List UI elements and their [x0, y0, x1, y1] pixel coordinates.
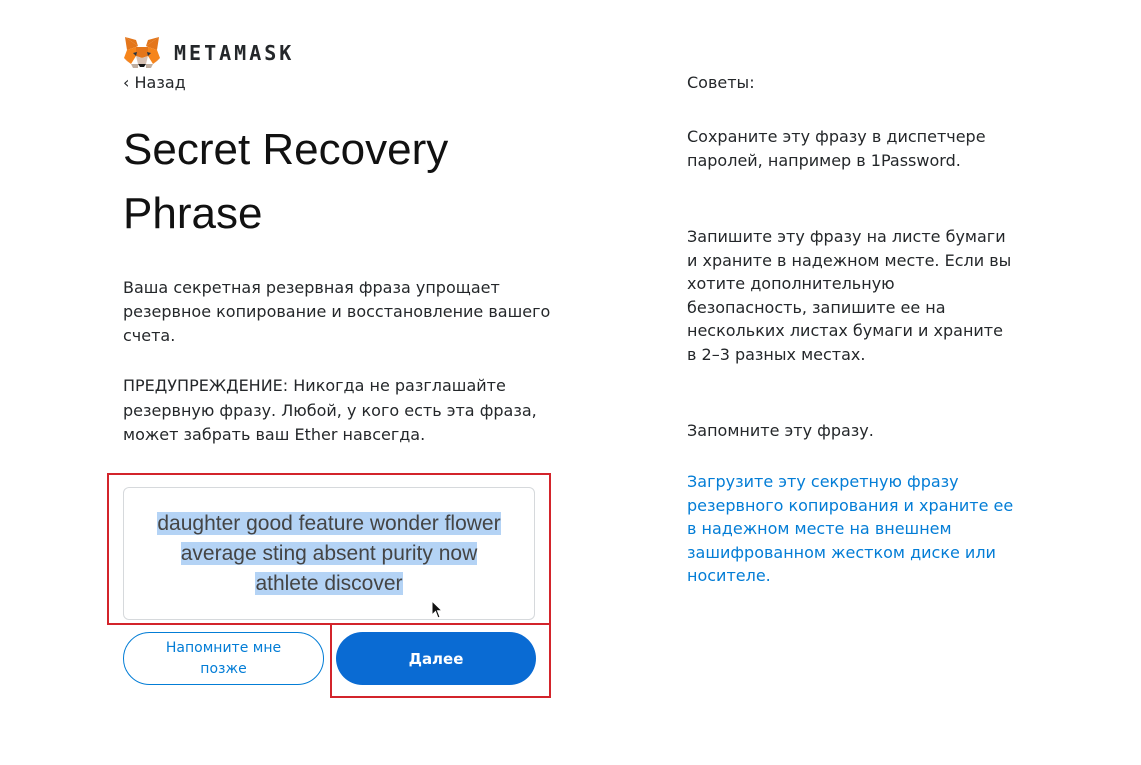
tips-heading: Советы:	[687, 73, 755, 92]
fox-icon	[123, 36, 161, 70]
next-button[interactable]: Далее	[336, 632, 536, 685]
warning-text: ПРЕДУПРЕЖДЕНИЕ: Никогда не разглашайте резервную фразу. Любой, у кого есть эта фраза, может забрать ваш Ether навсегда.	[123, 376, 537, 444]
brand-name: METAMASK	[174, 41, 295, 65]
tip-write-down: Запишите эту фразу на листе бумаги и храните в надежном месте. Если вы хотите дополнительную безопасность, запишите ее на нескольких листах бумаги и храните в 2–3 разных местах.	[687, 227, 1012, 364]
secret-phrase-selected[interactable]: daughter good feature wonder flower average sting absent purity now athlete discover	[157, 511, 501, 595]
metamask-logo	[123, 36, 294, 70]
description-text: Ваша секретная резервная фраза упрощает резервное копирование и восстановление вашего счета.	[123, 278, 551, 345]
remind-later-button[interactable]: Напомните мне позже	[123, 632, 324, 685]
page-title: Secret Recovery Phrase	[123, 125, 449, 238]
secret-phrase-box[interactable]	[123, 487, 535, 620]
secret-phrase-text[interactable]	[149, 509, 509, 599]
mouse-pointer-icon	[431, 600, 443, 620]
download-phrase-link[interactable]: Загрузите эту секретную фразу резервного копирования и храните ее в надежном месте на внешнем зашифрованном жестком диске или носителе.	[687, 472, 1014, 586]
back-link[interactable]: ‹ Назад	[123, 73, 186, 92]
tip-password-manager: Сохраните эту фразу в диспетчере паролей, например в 1Password.	[687, 127, 986, 170]
tip-memorize: Запомните эту фразу.	[687, 421, 874, 440]
